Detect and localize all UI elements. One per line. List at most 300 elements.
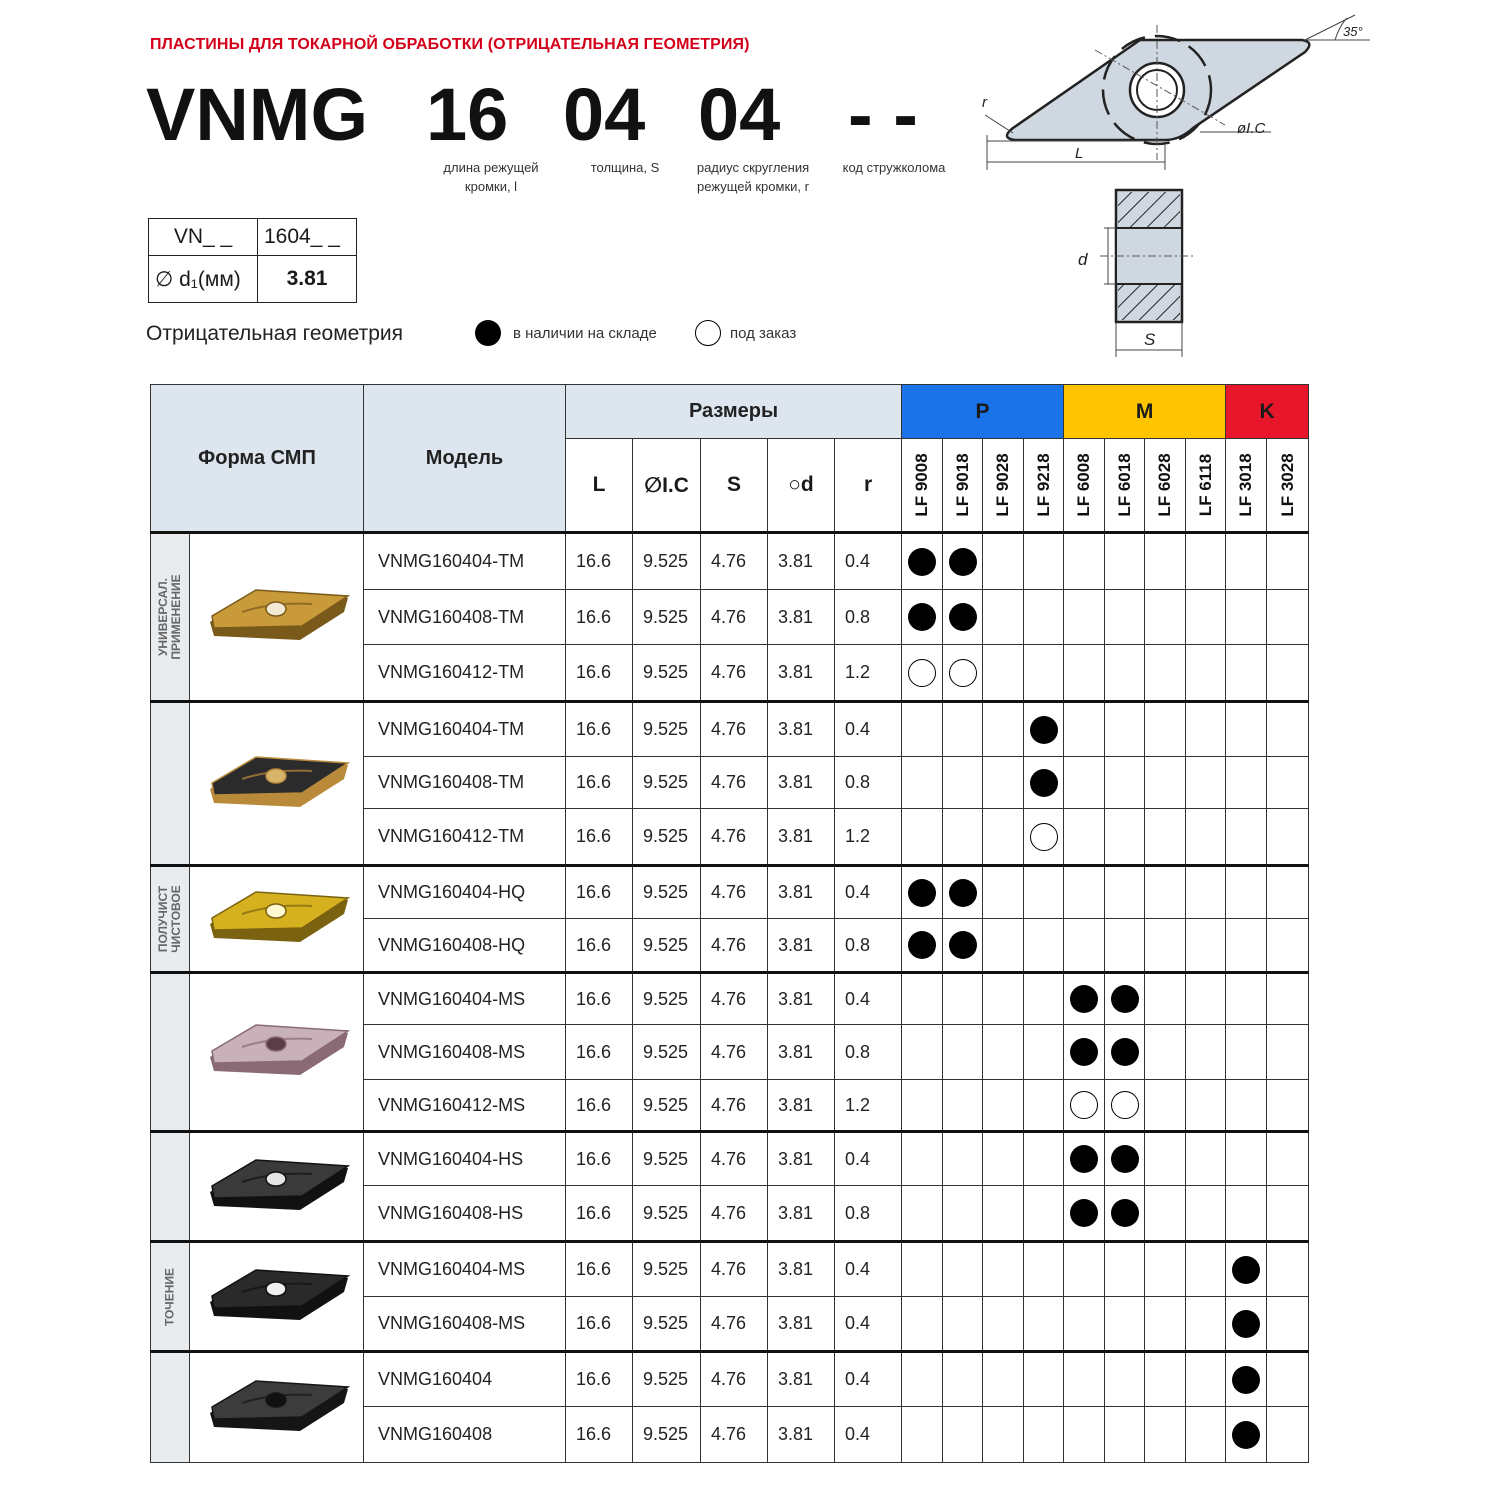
legend-order-text: под заказ <box>730 325 797 342</box>
availability-cell <box>1186 1132 1226 1186</box>
insert-photo-icon <box>202 1373 352 1443</box>
model-cell: VNMG160404-TM <box>364 702 566 757</box>
availability-cell <box>1064 1242 1105 1297</box>
grade-lf9218: LF 9218 <box>1024 439 1064 533</box>
size-r-cell: 0.8 <box>835 919 902 973</box>
availability-cell <box>902 1132 943 1186</box>
availability-cell <box>1064 973 1105 1025</box>
insert-top-drawing <box>975 10 1375 185</box>
availability-cell <box>1024 1025 1064 1080</box>
size-ic-cell: 9.525 <box>633 645 701 702</box>
availability-cell <box>1186 590 1226 645</box>
size-ic-cell: 9.525 <box>633 919 701 973</box>
availability-cell <box>1186 1407 1226 1463</box>
col-ic-header: ∅I.C <box>633 439 701 533</box>
size-ic-cell: 9.525 <box>633 702 701 757</box>
table-row <box>151 1132 1309 1186</box>
availability-cell <box>902 919 943 973</box>
model-cell: VNMG160404-HQ <box>364 866 566 919</box>
availability-cell <box>1145 702 1186 757</box>
desc-thickness: толщина, S <box>590 160 660 175</box>
availability-cell <box>983 919 1024 973</box>
availability-cell <box>1267 757 1309 809</box>
availability-cell <box>1064 1407 1105 1463</box>
availability-cell <box>1267 919 1309 973</box>
availability-cell <box>983 1297 1024 1352</box>
availability-cell <box>902 645 943 702</box>
drawing-l-label: L <box>1075 145 1084 162</box>
size-l-cell: 16.6 <box>566 757 633 809</box>
table-row <box>151 1242 1309 1297</box>
in-stock-icon <box>1232 1310 1260 1338</box>
size-l-cell: 16.6 <box>566 645 633 702</box>
section-label <box>151 973 190 1132</box>
availability-cell <box>1064 702 1105 757</box>
group-p-header: P <box>902 385 1064 439</box>
availability-cell <box>983 533 1024 590</box>
size-s-cell: 4.76 <box>701 973 768 1025</box>
size-d-cell: 3.81 <box>768 973 835 1025</box>
section-label <box>151 1132 190 1242</box>
size-r-cell: 0.8 <box>835 590 902 645</box>
availability-cell <box>1145 1132 1186 1186</box>
in-stock-icon <box>1070 985 1098 1013</box>
in-stock-icon <box>908 603 936 631</box>
legend-stock-text: в наличии на складе <box>513 325 657 342</box>
size-d-cell: 3.81 <box>768 1242 835 1297</box>
in-stock-icon <box>949 931 977 959</box>
in-stock-icon <box>949 603 977 631</box>
in-stock-icon <box>1232 1366 1260 1394</box>
availability-cell <box>1267 1080 1309 1132</box>
size-s-cell: 4.76 <box>701 645 768 702</box>
availability-cell <box>1226 702 1267 757</box>
size-d-cell: 3.81 <box>768 645 835 702</box>
size-r-cell: 0.4 <box>835 866 902 919</box>
insert-photo-icon <box>202 1262 352 1332</box>
model-cell: VNMG160404-MS <box>364 973 566 1025</box>
section-label: ТОЧЕНИЕ <box>151 1242 190 1352</box>
size-s-cell: 4.76 <box>701 1080 768 1132</box>
col-sizes-header: Размеры <box>566 385 902 439</box>
grade-lf3028: LF 3028 <box>1267 439 1309 533</box>
legend-geometry: Отрицательная геометрия <box>146 322 404 345</box>
size-d-cell: 3.81 <box>768 1186 835 1242</box>
size-ic-cell: 9.525 <box>633 866 701 919</box>
availability-cell <box>1186 533 1226 590</box>
size-s-cell: 4.76 <box>701 1132 768 1186</box>
size-r-cell: 0.4 <box>835 1407 902 1463</box>
availability-cell <box>1024 1297 1064 1352</box>
availability-cell <box>1105 919 1145 973</box>
availability-cell <box>1145 919 1186 973</box>
col-model-header: Модель <box>364 385 566 533</box>
size-ic-cell: 9.525 <box>633 1242 701 1297</box>
availability-cell <box>1267 1186 1309 1242</box>
availability-cell <box>1226 1352 1267 1407</box>
availability-cell <box>1267 1407 1309 1463</box>
product-table <box>150 384 1309 1463</box>
size-r-cell: 0.4 <box>835 1352 902 1407</box>
availability-cell <box>983 757 1024 809</box>
availability-cell <box>1186 1080 1226 1132</box>
size-ic-cell: 9.525 <box>633 757 701 809</box>
size-s-cell: 4.76 <box>701 1242 768 1297</box>
in-stock-icon <box>908 548 936 576</box>
availability-cell <box>1024 973 1064 1025</box>
size-d-cell: 3.81 <box>768 1407 835 1463</box>
availability-cell <box>1186 702 1226 757</box>
availability-cell <box>1145 645 1186 702</box>
insert-section-drawing <box>1070 185 1200 360</box>
spec-d-label: ∅ d₁(мм) <box>149 256 258 303</box>
availability-cell <box>1145 533 1186 590</box>
availability-cell <box>1105 1352 1145 1407</box>
size-ic-cell: 9.525 <box>633 590 701 645</box>
model-cell: VNMG160408-MS <box>364 1025 566 1080</box>
table-row <box>151 533 1309 590</box>
availability-cell <box>1226 1080 1267 1132</box>
availability-cell <box>1226 1407 1267 1463</box>
availability-cell <box>1024 809 1064 866</box>
model-cell: VNMG160408-HS <box>364 1186 566 1242</box>
spec-shape: VN_ _ <box>149 219 258 256</box>
availability-cell <box>1186 919 1226 973</box>
in-stock-icon <box>908 879 936 907</box>
size-s-cell: 4.76 <box>701 919 768 973</box>
size-l-cell: 16.6 <box>566 1080 633 1132</box>
size-ic-cell: 9.525 <box>633 809 701 866</box>
grade-lf9008: LF 9008 <box>902 439 943 533</box>
availability-cell <box>1186 1186 1226 1242</box>
availability-cell <box>983 590 1024 645</box>
in-stock-icon <box>1070 1199 1098 1227</box>
desc-chipbreaker: код стружколома <box>842 160 946 175</box>
insert-photo-icon <box>202 884 352 954</box>
size-s-cell: 4.76 <box>701 757 768 809</box>
size-s-cell: 4.76 <box>701 866 768 919</box>
spec-table <box>148 218 357 303</box>
availability-cell <box>1105 866 1145 919</box>
availability-cell <box>1064 1080 1105 1132</box>
model-cell: VNMG160408-TM <box>364 757 566 809</box>
availability-cell <box>943 1080 983 1132</box>
availability-cell <box>1064 757 1105 809</box>
availability-cell <box>1064 1352 1105 1407</box>
availability-cell <box>1145 757 1186 809</box>
size-r-cell: 0.8 <box>835 1186 902 1242</box>
availability-cell <box>1226 645 1267 702</box>
on-order-icon <box>949 659 977 687</box>
availability-cell <box>1024 1132 1064 1186</box>
availability-cell <box>1024 757 1064 809</box>
availability-cell <box>983 1132 1024 1186</box>
in-stock-icon <box>1030 769 1058 797</box>
size-l-cell: 16.6 <box>566 702 633 757</box>
size-l-cell: 16.6 <box>566 1407 633 1463</box>
availability-cell <box>1105 533 1145 590</box>
availability-cell <box>902 1352 943 1407</box>
availability-cell <box>1024 1352 1064 1407</box>
size-r-cell: 1.2 <box>835 645 902 702</box>
availability-cell <box>1186 645 1226 702</box>
legend-order-icon <box>695 320 721 346</box>
availability-cell <box>983 1407 1024 1463</box>
availability-cell <box>1267 645 1309 702</box>
availability-cell <box>1105 1242 1145 1297</box>
code-radius: 04 <box>698 73 781 156</box>
model-cell: VNMG160408-TM <box>364 590 566 645</box>
availability-cell <box>902 809 943 866</box>
availability-cell <box>1267 1352 1309 1407</box>
availability-cell <box>902 1025 943 1080</box>
availability-cell <box>1226 1186 1267 1242</box>
availability-cell <box>983 1242 1024 1297</box>
size-d-cell: 3.81 <box>768 702 835 757</box>
availability-cell <box>1105 702 1145 757</box>
availability-cell <box>983 1025 1024 1080</box>
availability-cell <box>1145 1186 1186 1242</box>
availability-cell <box>983 645 1024 702</box>
grade-lf9018: LF 9018 <box>943 439 983 533</box>
availability-cell <box>943 1297 983 1352</box>
size-r-cell: 0.4 <box>835 702 902 757</box>
size-l-cell: 16.6 <box>566 866 633 919</box>
on-order-icon <box>908 659 936 687</box>
size-r-cell: 0.4 <box>835 1297 902 1352</box>
insert-image <box>190 702 364 866</box>
availability-cell <box>1064 590 1105 645</box>
model-cell: VNMG160408-HQ <box>364 919 566 973</box>
availability-cell <box>1186 809 1226 866</box>
in-stock-icon <box>1111 985 1139 1013</box>
size-s-cell: 4.76 <box>701 1186 768 1242</box>
availability-cell <box>1226 866 1267 919</box>
availability-cell <box>1145 809 1186 866</box>
size-l-cell: 16.6 <box>566 919 633 973</box>
availability-cell <box>902 1186 943 1242</box>
availability-cell <box>1105 1025 1145 1080</box>
availability-cell <box>1145 1080 1186 1132</box>
availability-cell <box>1226 919 1267 973</box>
availability-cell <box>1145 1025 1186 1080</box>
size-ic-cell: 9.525 <box>633 1025 701 1080</box>
size-l-cell: 16.6 <box>566 1025 633 1080</box>
availability-cell <box>943 645 983 702</box>
table-row <box>151 973 1309 1025</box>
size-l-cell: 16.6 <box>566 1132 633 1186</box>
group-m-header: M <box>1064 385 1226 439</box>
size-s-cell: 4.76 <box>701 1407 768 1463</box>
drawing-angle-label: 35° <box>1343 24 1363 39</box>
availability-cell <box>1105 1132 1145 1186</box>
desc-radius: радиус скругления режущей кромки, r <box>696 160 810 194</box>
insert-image <box>190 866 364 973</box>
in-stock-icon <box>908 931 936 959</box>
availability-cell <box>943 1132 983 1186</box>
size-r-cell: 1.2 <box>835 1080 902 1132</box>
size-ic-cell: 9.525 <box>633 1132 701 1186</box>
col-r-header: r <box>835 439 902 533</box>
availability-cell <box>943 919 983 973</box>
availability-cell <box>1267 1025 1309 1080</box>
availability-cell <box>1186 1025 1226 1080</box>
availability-cell <box>1267 533 1309 590</box>
drawing-d-label: d <box>1078 250 1088 269</box>
availability-cell <box>983 1186 1024 1242</box>
section-label <box>151 1352 190 1463</box>
availability-cell <box>943 1352 983 1407</box>
availability-cell <box>1226 1132 1267 1186</box>
availability-cell <box>943 1025 983 1080</box>
availability-cell <box>1064 866 1105 919</box>
model-cell: VNMG160404 <box>364 1352 566 1407</box>
availability-cell <box>943 1242 983 1297</box>
size-ic-cell: 9.525 <box>633 1407 701 1463</box>
on-order-icon <box>1070 1091 1098 1119</box>
availability-cell <box>1024 919 1064 973</box>
code-thickness: 04 <box>563 73 646 156</box>
availability-cell <box>1024 1242 1064 1297</box>
availability-cell <box>1226 533 1267 590</box>
size-d-cell: 3.81 <box>768 1025 835 1080</box>
size-l-cell: 16.6 <box>566 973 633 1025</box>
availability-cell <box>902 757 943 809</box>
availability-cell <box>1105 1297 1145 1352</box>
table-row <box>151 1352 1309 1407</box>
model-cell: VNMG160412-TM <box>364 645 566 702</box>
size-l-cell: 16.6 <box>566 1242 633 1297</box>
page-title: ПЛАСТИНЫ ДЛЯ ТОКАРНОЙ ОБРАБОТКИ (ОТРИЦАТЕЛЬНАЯ ГЕОМЕТРИЯ) <box>150 36 750 53</box>
size-l-cell: 16.6 <box>566 533 633 590</box>
col-shape-header: Форма СМП <box>151 385 364 533</box>
size-r-cell: 0.8 <box>835 1025 902 1080</box>
model-cell: VNMG160404-TM <box>364 533 566 590</box>
availability-cell <box>1064 533 1105 590</box>
size-d-cell: 3.81 <box>768 1080 835 1132</box>
size-ic-cell: 9.525 <box>633 1186 701 1242</box>
section-label: ПОЛУЧИСТ ЧИСТОВОЕ <box>151 866 190 973</box>
availability-cell <box>1064 645 1105 702</box>
availability-cell <box>1105 1080 1145 1132</box>
availability-cell <box>1145 1242 1186 1297</box>
availability-cell <box>902 702 943 757</box>
size-d-cell: 3.81 <box>768 590 835 645</box>
insert-image <box>190 1352 364 1463</box>
availability-cell <box>1226 809 1267 866</box>
availability-cell <box>1145 1352 1186 1407</box>
model-cell: VNMG160404-HS <box>364 1132 566 1186</box>
availability-cell <box>902 1297 943 1352</box>
availability-cell <box>1267 590 1309 645</box>
availability-cell <box>1226 590 1267 645</box>
size-l-cell: 16.6 <box>566 590 633 645</box>
availability-cell <box>902 1407 943 1463</box>
availability-cell <box>1145 590 1186 645</box>
size-d-cell: 3.81 <box>768 757 835 809</box>
section-label <box>151 702 190 866</box>
size-l-cell: 16.6 <box>566 1352 633 1407</box>
size-s-cell: 4.76 <box>701 1025 768 1080</box>
in-stock-icon <box>1030 716 1058 744</box>
availability-cell <box>1024 866 1064 919</box>
availability-cell <box>943 1407 983 1463</box>
insert-photo-icon <box>202 1017 352 1087</box>
grade-lf3018: LF 3018 <box>1226 439 1267 533</box>
availability-cell <box>1024 1080 1064 1132</box>
in-stock-icon <box>949 879 977 907</box>
availability-cell <box>1186 1297 1226 1352</box>
model-cell: VNMG160404-MS <box>364 1242 566 1297</box>
availability-cell <box>1267 809 1309 866</box>
size-ic-cell: 9.525 <box>633 1297 701 1352</box>
availability-cell <box>1226 1297 1267 1352</box>
in-stock-icon <box>1111 1145 1139 1173</box>
insert-image <box>190 1242 364 1352</box>
availability-cell <box>902 533 943 590</box>
group-k-header: K <box>1226 385 1309 439</box>
insert-photo-icon <box>202 582 352 652</box>
size-s-cell: 4.76 <box>701 590 768 645</box>
availability-cell <box>1186 1352 1226 1407</box>
size-d-cell: 3.81 <box>768 1297 835 1352</box>
size-s-cell: 4.76 <box>701 1352 768 1407</box>
grade-lf6008: LF 6008 <box>1064 439 1105 533</box>
col-d-header: ○d <box>768 439 835 533</box>
drawing-ic-label: øI.C <box>1237 120 1266 137</box>
code-length: 16 <box>426 73 509 156</box>
on-order-icon <box>1030 823 1058 851</box>
availability-cell <box>1105 757 1145 809</box>
availability-cell <box>983 809 1024 866</box>
drawing-r-label: r <box>982 94 987 111</box>
size-r-cell: 0.4 <box>835 1242 902 1297</box>
availability-cell <box>902 1080 943 1132</box>
availability-cell <box>983 1352 1024 1407</box>
availability-cell <box>1064 1025 1105 1080</box>
availability-cell <box>1145 1407 1186 1463</box>
availability-cell <box>1267 866 1309 919</box>
availability-cell <box>1064 809 1105 866</box>
size-r-cell: 1.2 <box>835 809 902 866</box>
availability-cell <box>1186 866 1226 919</box>
grade-lf9028: LF 9028 <box>983 439 1024 533</box>
grade-lf6118: LF 6118 <box>1186 439 1226 533</box>
spec-size: 1604_ _ <box>258 219 357 256</box>
availability-cell <box>943 866 983 919</box>
in-stock-icon <box>1111 1038 1139 1066</box>
availability-cell <box>1226 1025 1267 1080</box>
availability-cell <box>1105 809 1145 866</box>
availability-cell <box>1024 590 1064 645</box>
insert-image <box>190 973 364 1132</box>
size-s-cell: 4.76 <box>701 533 768 590</box>
insert-image <box>190 1132 364 1242</box>
model-cell: VNMG160412-MS <box>364 1080 566 1132</box>
availability-cell <box>1267 1242 1309 1297</box>
availability-cell <box>1064 1186 1105 1242</box>
grade-lf6028: LF 6028 <box>1145 439 1186 533</box>
availability-cell <box>1105 590 1145 645</box>
availability-cell <box>1186 1242 1226 1297</box>
size-ic-cell: 9.525 <box>633 1352 701 1407</box>
availability-cell <box>943 809 983 866</box>
size-s-cell: 4.76 <box>701 809 768 866</box>
availability-cell <box>902 973 943 1025</box>
size-d-cell: 3.81 <box>768 533 835 590</box>
size-d-cell: 3.81 <box>768 1352 835 1407</box>
availability-cell <box>1145 866 1186 919</box>
